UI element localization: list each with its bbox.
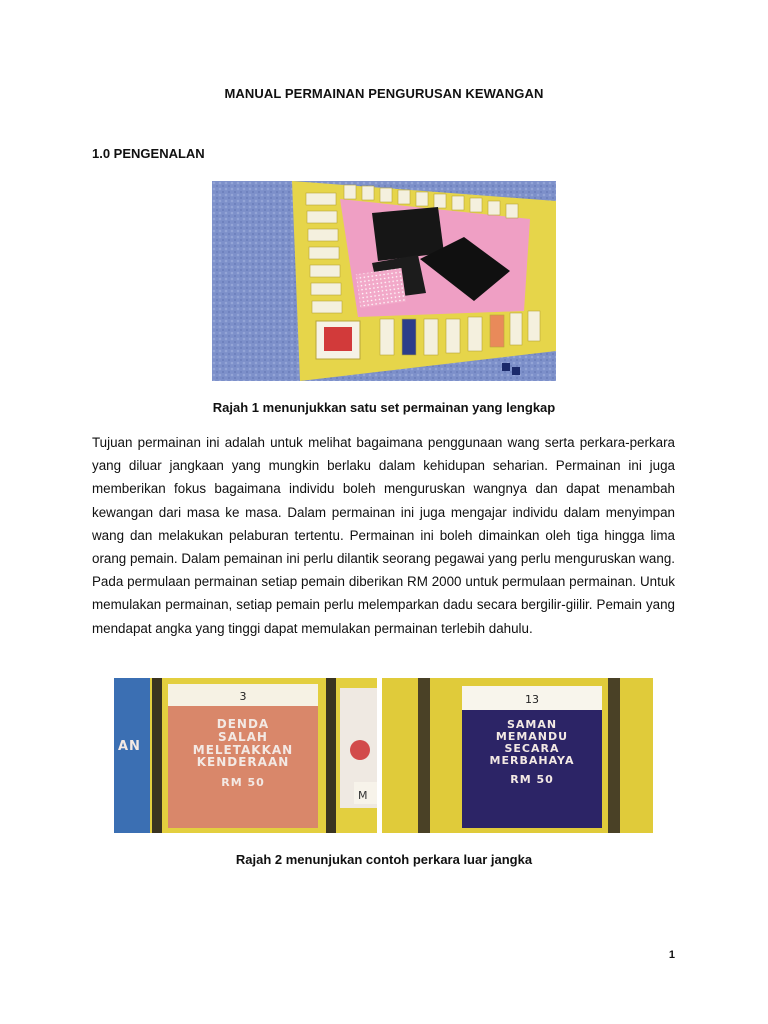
card-left-line4: KENDERAAN: [196, 755, 290, 769]
figure1-caption: Rajah 1 menunjukkan satu set permainan yang lengkap: [212, 400, 556, 415]
document-title: MANUAL PERMAINAN PENGURUSAN KEWANGAN: [224, 86, 544, 101]
card-left-amount: RM 50: [221, 776, 265, 789]
card-right-line4: MERBAHAYA: [489, 754, 575, 767]
card-left-line1: DENDA: [216, 717, 270, 731]
card-left-number: 3: [239, 690, 247, 703]
card-right-line3: SECARA: [504, 742, 560, 755]
board-game-photo: [212, 181, 556, 381]
card-right-number: 13: [525, 693, 539, 706]
card-right-line2: MEMANDU: [495, 730, 569, 743]
penalty-card-photo-left: [114, 678, 377, 833]
card-left-line3: MELETAKKAN: [192, 743, 294, 757]
card-left-edge-text: AN: [118, 739, 141, 754]
card-right-amount: RM 50: [510, 773, 554, 786]
figure2-caption: Rajah 2 menunjukan contoh perkara luar jangka: [235, 852, 533, 867]
section-heading: 1.0 PENGENALAN: [92, 146, 205, 161]
penalty-card-photo-right: [382, 678, 653, 833]
card-left-corner-text: M: [358, 789, 368, 802]
card-right-line1: SAMAN: [506, 718, 558, 731]
intro-paragraph: Tujuan permainan ini adalah untuk melihat bagaimana penggunaan wang serta perkara-perkara yang diluar jangkaan yang mungkin berlaku dalam kehidupan seharian. Permainan ini juga memberikan fokus bagaimana individu boleh menguruskan wangnya dan dapat menambah kewangan dari masa ke masa. Dalam permainan ini juga mengajar individu dalam menyimpan wang dan melakukan pelaburan tertentu. Permainan ini boleh dimainkan oleh tiga hingga lima orang pemain. Dalam pemainan ini perlu dilantik seorang pegawai yang perlu menguruskan wang. Pada permulaan permainan setiap pemain diberikan RM 2000 untuk permulaan permainan. Untuk memulakan permainan, setiap pemain perlu melemparkan dadu secara bergilir-giilir. Pemain yang mendapat angka yang tinggi dapat memulakan permainan terlebih dahulu.: [92, 435, 675, 636]
page-number: 1: [668, 949, 675, 961]
card-left-line2: SALAH: [218, 730, 268, 744]
